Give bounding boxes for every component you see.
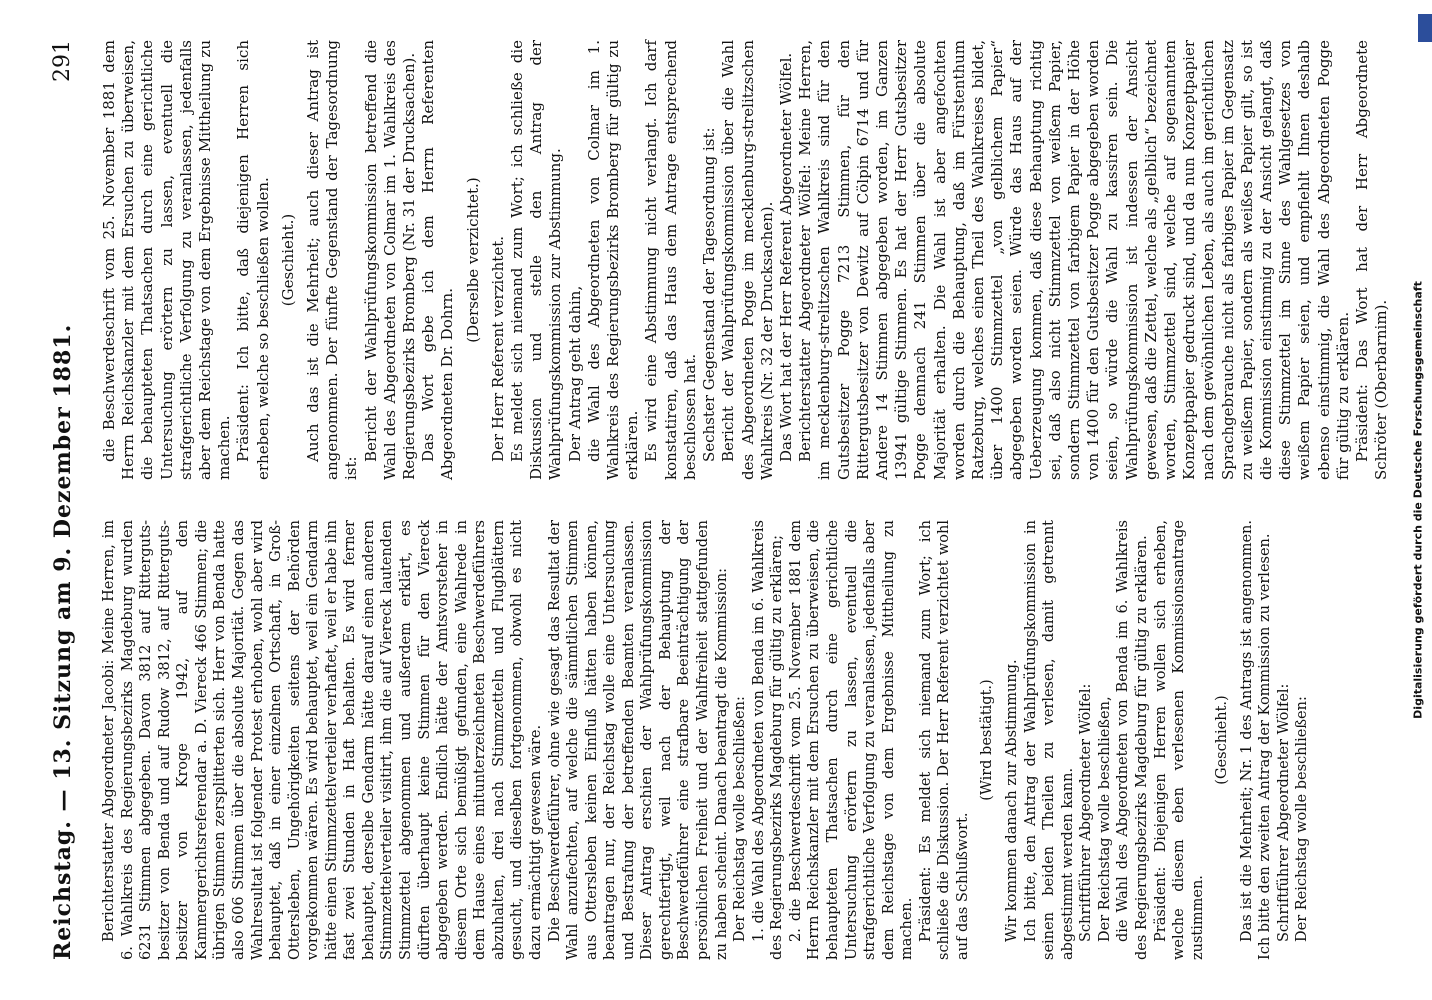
paragraph: Präsident: Es meldet sich niemand zum Wort; ich schließe die Diskussion. Der Herr Referent verzichtet wohl auf das Schlußwort. — [917, 520, 971, 960]
paragraph: Das ist die Mehrheit; Nr. 1 des Antrags ist angenommen. Ich bitte den zweiten Antrag der Kommission zu verlesen. — [1238, 520, 1274, 960]
stage-direction: (Wird bestätigt.) — [979, 679, 996, 801]
page-header — [30, 0, 90, 1000]
paragraph: Ich bitte, den Antrag der Wahlprüfungskommission in seinen beiden Theilen zu verlesen, damit getrennt abgestimmt werden kann. — [1022, 520, 1076, 960]
paragraph: Die Beschwerdeführer, ohne wie gesagt das Resultat der Wahl anzufechten, auf welche die sämmtlichen Stimmen aus Ottersleben keinen Einfluß hätten haben können, beantragen nur, der Reichstag wolle eine Untersuchung und Bestrafung der betreffenden Beamten veranlassen. Dieser Antrag erschien der Wahlprüfungskommission gerechtfertigt, weil nach der Behauptung der Beschwerdeführer eine strafbare Beeinträchtigung der persönlichen Freiheit und der Wahlfreiheit stattgefunden zu haben scheint. Danach beantragt die Kommission: — [546, 520, 730, 960]
stage-direction: (Derselbe verzichtet.) — [463, 177, 482, 343]
paragraph: Präsident: Diejenigen Herren wollen sich erheben, welche diesem eben verlesenen Kommissionsantrage zustimmen. — [1152, 520, 1206, 960]
paragraph: Bericht der Wahlprüfungskommission über die Wahl des Abgeordneten Pogge im mecklenburg-strelitzschen Wahlkreis (Nr. 32 der Drucksachen). — [719, 40, 776, 480]
paragraph: Der Reichstag wolle beschließen: — [1294, 696, 1311, 942]
paragraph: die Beschwerdeschrift vom 25. November 1881 dem Herrn Reichskanzler mit dem Ersuchen zu überweisen, die behaupteten Thatsachen durch eine gerichtliche Untersuchung erörtern zu lassen, eventuell die strafgerichtliche Verfolgung zu veranlassen, jedenfalls aber dem Reichstage von dem Ergebnisse Mittheilung zu machen. — [100, 40, 234, 480]
paragraph: Präsident: Ich bitte, daß diejenigen Herren sich erheben, welche so beschließen wollen. — [234, 40, 272, 480]
paragraph: Berichterstatter Abgeordneter Wölfel: Meine Herren, im mecklenburg-strelitzschen Wahlkreis sind für den Gutsbesitzer Pogge 7213 Stimmen, für den Rittergutsbesitzer von Dewitz auf Cölpin 6714 und für Andere 14 Stimmen abgegeben worden, im Ganzen 13941 gültige Stimmen. Es hat der Herr Gutsbesitzer Pogge demnach 241 Stimmen über die absolute Majorität erhalten. Die Wahl ist aber angefochten worden durch die Behauptung, daß im Fürstenthum Ratzeburg, welches einen Theil des Wahlkreises bildet, über 1400 Stimmzettel „von gelblichem Papier“ abgegeben worden seien. Würde das Haus auf der Ueberzeugung kommen, daß diese Behauptung richtig sei, daß also nicht Stimmzettel von weißem Papier, sondern Stimmzettel von farbigem Papier in der Höhe von 1400 für den Gutsbesitzer Pogge abgegeben worden seien, so würde die Wahl zu kassiren sein. Die Wahlprüfungskommission ist indessen der Ansicht gewesen, daß die Zettel, welche als „gelblich“ bezeichnet worden, Stimmzettel sind, welche auf sogenanntem Konzeptpapier gedruckt sind, und da nun Konzeptpapier nach dem gewöhnlichen Leben, als auch im gerichtlichen Sprachgebrauche nicht als farbiges Papier im Gegensatz zu weißem Papier, sondern als weißes Papier gilt, so ist die Kommission einstimmig zu der Ansicht gelangt, daß diese Stimmzettel im Sinne des Wahlgesetzes von weißem Papier seien, und empfiehlt Ihnen deshalb ebenso einstimmig, die Wahl des Abgeordneten Pogge für gültig zu erklären. — [796, 40, 1352, 480]
paragraph: Das Wort gebe ich dem Herrn Referenten Abgeordneten Dr. Dohrn. — [419, 40, 457, 480]
paragraph: 2. die Beschwerdeschrift vom 25. November 1881 dem Herrn Reichskanzler mit dem Ersuchen zu überweisen, die behaupteten Thatsachen durch eine gerichtliche Untersuchung erörtern zu lassen, eventuell die strafgerichtliche Verfolgung zu veranlassen, jedenfalls aber dem Reichstage von dem Ergebnisse Mittheilung zu machen. — [787, 520, 916, 960]
paragraph: Der Herr Referent verzichtet. — [488, 236, 507, 462]
digitization-note: Digitalisierung gefördert durch die Deutsche Forschungsgemeinschaft — [1411, 281, 1425, 719]
paragraph: Bericht der Wahlprüfungskommission betreffend die Wahl des Abgeordneten von Colmar im 1. Wahlkreis des Regierungsbezirks Bromberg (Nr. 31 der Drucksachen). — [361, 40, 419, 480]
stage-direction: (Geschieht.) — [1214, 695, 1231, 785]
paragraph: die Wahl des Abgeordneten von Colmar im 1. Wahlkreis des Regierungsbezirks Bromberg für gültig zu erklären. — [584, 40, 642, 480]
left-column — [100, 520, 1312, 960]
paragraph: 1. die Wahl des Abgeordneten von Benda im 6. Wahlkreis des Regierungsbezirks Magdeburg für gültig zu erklären; — [750, 520, 786, 960]
right-column — [100, 40, 1391, 480]
paragraph: Es meldet sich niemand zum Wort; ich schließe die Diskussion und stelle den Antrag der Wahlprüfungskommission zur Abstimmung. — [508, 40, 565, 480]
paragraph: Es wird eine Abstimmung nicht verlangt. Ich darf konstatiren, daß das Haus dem Antrage entsprechend beschlossen hat. — [642, 40, 699, 480]
paragraph: Das Wort hat der Herr Referent Abgeordneter Wölfel. — [776, 52, 795, 462]
page-number: 291 — [50, 40, 75, 82]
running-head: Reichstag. — 13. Sitzung am 9. Dezember 1881. — [50, 323, 76, 960]
paragraph: Wir kommen danach zur Abstimmung. — [1004, 659, 1020, 942]
dfg-logo — [1418, 14, 1432, 42]
paragraph: Berichterstatter Abgeordneter Jacobi: Meine Herren, im 6. Wahlkreis des Regierungsbezirks Magdeburg wurden 6231 Stimmen abgegeben. Davon 3812 auf Rittergutsbesitzer von Benda und auf Rudow 3812, auf Rittergutsbesitzer von Kroge 1942, auf den Kammergerichtsreferendar a. D. Viereck 466 Stimmen; die übrigen Stimmen zersplitterten sich. Herr von Benda hatte also 606 Stimmen über die absolute Majorität. Gegen das Wahlresultat ist folgender Protest erhoben, wohl aber wird behauptet, daß in einer einzelnen Ortschaft, in Groß-Ottersleben, Ungehörigkeiten seitens der Behörden vorgekommen wären. Es wird behauptet, weil ein Gendarm hätte einen Stimmzettelverteiler verhaftet, weil er habe ihn fast zwei Stunden in Haft behalten. Es wird ferner behauptet, derselbe Gendarm hätte darauf einen anderen Stimmzettelverteiler visitirt, ihm die auf Viereck lautenden Stimmzettel abgenommen und außerdem erklärt, es dürften überhaupt keine Stimmen für den Viereck abgegeben werden. Endlich hätte der Amtsvorsteher in diesem Orte sich bemüßigt gefunden, eine Wahlrede in dem Hause eines mitunterzeichneten Beschwerdeführers abzuhalten, drei nach Stimmzetteln und Flugblättern gesucht, und dieselben fortgenommen, obwohl es nicht dazu ermächtigt gewesen wäre. — [101, 520, 544, 960]
paragraph: Präsident: Das Wort hat der Herr Abgeordnete Schröter (Oberbarnim). — [1353, 40, 1391, 480]
paragraph: Schriftführer Abgeordneter Wölfel: — [1275, 683, 1292, 942]
paragraph: Sechster Gegenstand der Tagesordnung ist: — [700, 127, 719, 462]
stage-direction: (Geschieht.) — [278, 213, 297, 307]
paragraph: die Wahl des Abgeordneten von Benda im 6. Wahlkreis des Regierungsbezirks Magdeburg für gültig zu erklären. — [1115, 520, 1150, 960]
paragraph: Schriftführer Abgeordneter Wölfel: — [1078, 683, 1095, 942]
paragraph: Der Reichstag wolle beschließen, — [1096, 696, 1113, 942]
paragraph: Der Reichstag wolle beschließen: — [732, 696, 749, 942]
paragraph: Der Antrag geht dahin, — [565, 285, 584, 462]
paragraph: Auch das ist die Mehrheit; auch dieser Antrag ist angenommen. Der fünfte Gegenstand der Tagesordnung ist: — [304, 40, 361, 480]
